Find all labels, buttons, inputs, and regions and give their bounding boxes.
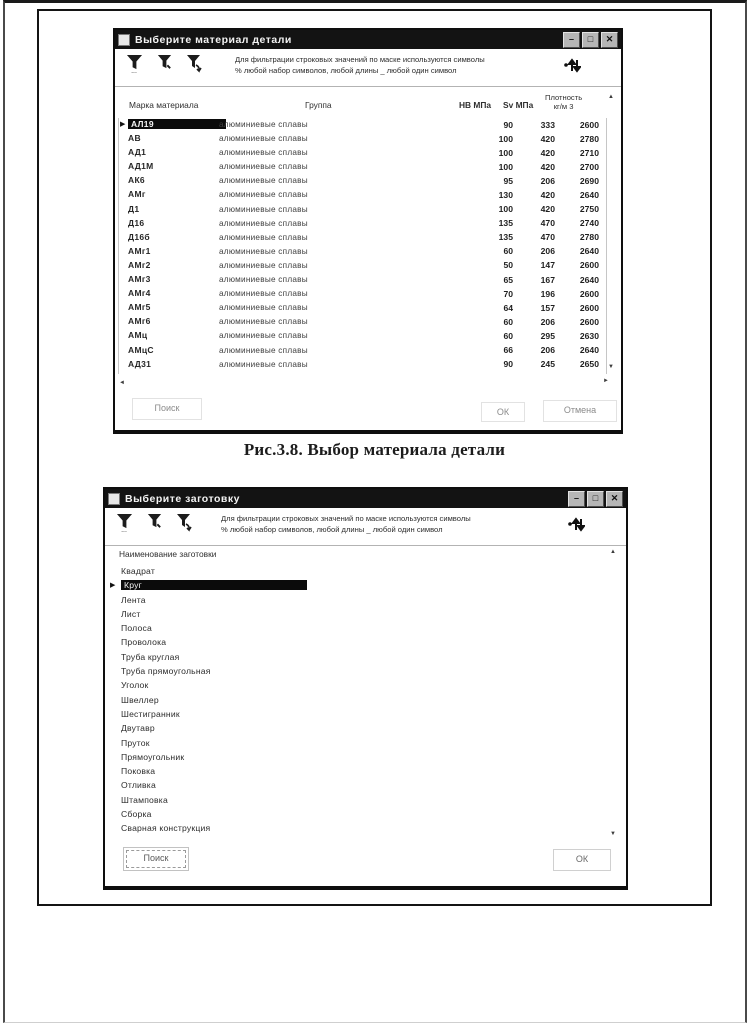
table-row[interactable] <box>119 315 606 329</box>
cell-material-group: алюминиевые сплавы <box>219 218 308 228</box>
cell-material-group: алюминиевые сплавы <box>219 204 308 214</box>
blank-name: Полоса <box>121 623 152 634</box>
filter-icon[interactable] <box>123 54 145 80</box>
cell-hb: 95 <box>503 175 513 186</box>
cell-hb: 135 <box>498 232 513 243</box>
cell-hb: 100 <box>498 147 513 158</box>
filter-options-dots: ... <box>121 527 127 534</box>
table-row[interactable] <box>119 160 606 174</box>
scroll-left-icon[interactable]: ◄ <box>119 380 125 386</box>
cell-material-group: алюминиевые сплавы <box>219 331 308 341</box>
list-item[interactable] <box>108 765 612 779</box>
list-item[interactable] <box>108 722 612 736</box>
filter-hint <box>221 513 471 536</box>
column-header-group[interactable]: Группа <box>305 100 332 110</box>
table-row[interactable] <box>119 344 606 358</box>
list-item[interactable] <box>108 794 612 808</box>
column-header-hb[interactable]: HB МПа <box>459 100 492 110</box>
cell-material-mark: АМг <box>128 189 146 200</box>
blank-name: Квадрат <box>121 566 155 576</box>
list-item[interactable] <box>108 822 612 836</box>
cell-sv: 420 <box>540 133 555 144</box>
cell-material-mark: Д16 <box>128 217 145 228</box>
column-header-blank-name[interactable]: Наименование заготовки <box>119 549 217 559</box>
blank-name: Лист <box>121 608 141 619</box>
cell-hb: 100 <box>498 161 513 172</box>
filter-hint-line1: Для фильтрации строковых значений по маске используются символы <box>235 55 485 64</box>
blank-name: Сварная конструкция <box>121 823 211 834</box>
cell-material-mark: АМг3 <box>128 274 151 285</box>
table-row[interactable] <box>119 203 606 217</box>
cell-hb: 60 <box>503 330 513 341</box>
list-item[interactable] <box>108 622 612 636</box>
cell-sv: 245 <box>540 359 555 370</box>
cell-sv: 206 <box>540 345 555 355</box>
cell-density: 2600 <box>579 119 599 130</box>
search-button[interactable]: Поиск <box>123 847 189 871</box>
cell-material-group: алюминиевые сплавы <box>219 176 308 186</box>
cell-material-group: алюминиевые сплавы <box>219 275 308 285</box>
filter-hint-line2: % любой набор символов, любой длины _ любой один символ <box>235 66 457 76</box>
cell-material-group: алюминиевые сплавы <box>219 303 308 313</box>
filter-hint-line1: Для фильтрации строковых значений по маске используются символы <box>221 514 471 523</box>
cell-material-group: алюминиевые сплавы <box>219 232 308 242</box>
cell-density: 2750 <box>579 204 599 215</box>
cell-material-group: алюминиевые сплавы <box>219 289 308 299</box>
row-marker-icon: ▶ <box>110 582 116 590</box>
cell-density: 2600 <box>579 302 599 313</box>
cell-material-mark: АМг2 <box>128 259 151 270</box>
cell-material-mark: АМг6 <box>128 316 151 327</box>
cancel-button[interactable]: Отмена <box>543 400 617 422</box>
filter-apply-icon[interactable] <box>143 513 165 539</box>
cell-hb: 90 <box>503 119 513 130</box>
cell-material-mark: АМг1 <box>128 245 151 256</box>
filter-clear-icon[interactable] <box>183 54 205 80</box>
cell-density: 2650 <box>579 359 599 370</box>
column-header-sv[interactable]: Sv МПа <box>503 100 534 110</box>
table-row[interactable] <box>119 287 606 301</box>
scroll-up-icon[interactable]: ▲ <box>608 94 614 100</box>
blank-name: Труба прямоугольная <box>121 666 211 677</box>
cell-material-mark: Д16б <box>128 231 150 242</box>
cell-hb: 66 <box>503 345 513 355</box>
list-item[interactable] <box>108 608 612 622</box>
cell-hb: 64 <box>503 302 513 313</box>
cell-material-group: алюминиевые сплавы <box>219 162 308 172</box>
filter-toolbar <box>115 49 621 87</box>
filter-clear-icon[interactable] <box>173 513 195 539</box>
list-item[interactable] <box>108 636 612 650</box>
cell-sv: 206 <box>540 175 555 186</box>
cell-material-mark: АД31 <box>128 358 152 369</box>
title-bar <box>105 489 626 508</box>
cell-sv: 157 <box>540 302 555 313</box>
cell-sv: 206 <box>540 316 555 327</box>
cell-density: 2640 <box>579 345 599 355</box>
cell-material-mark: АМцС <box>128 344 154 355</box>
cell-material-mark: Д1 <box>128 203 140 214</box>
list-item[interactable] <box>108 694 612 708</box>
table-row[interactable] <box>119 188 606 202</box>
cell-density: 2690 <box>579 175 599 186</box>
blank-name: Прямоугольник <box>121 751 185 762</box>
window-icon <box>118 34 130 46</box>
cell-sv: 295 <box>540 330 555 341</box>
cell-material-mark: АМг4 <box>128 288 151 299</box>
blank-name: Отливка <box>121 780 156 791</box>
table-row[interactable] <box>119 273 606 287</box>
minimize-button[interactable]: – <box>568 491 585 507</box>
filter-icon[interactable] <box>113 513 135 539</box>
list-item[interactable] <box>108 679 612 693</box>
cell-density: 2710 <box>579 147 599 158</box>
list-item[interactable] <box>108 594 612 608</box>
blank-name: Поковка <box>121 766 156 777</box>
cell-hb: 130 <box>498 189 513 200</box>
list-item[interactable] <box>108 779 612 793</box>
cell-density: 2740 <box>579 218 599 229</box>
maximize-button[interactable]: □ <box>582 32 599 48</box>
cell-density: 2600 <box>579 260 599 271</box>
cell-material-mark: АД1 <box>128 147 147 158</box>
cell-hb: 50 <box>503 260 513 271</box>
title-bar <box>115 30 621 49</box>
cell-material-mark: АВ <box>128 133 141 144</box>
blank-name: Проволока <box>121 637 167 648</box>
cell-density: 2640 <box>579 246 599 257</box>
column-header-density[interactable]: Плотность кг/м 3 <box>545 93 583 111</box>
blank-name: Лента <box>121 594 146 605</box>
blank-name: Швеллер <box>121 694 159 705</box>
table-row[interactable] <box>119 231 606 245</box>
cell-hb: 100 <box>498 133 513 144</box>
cell-sv: 333 <box>540 119 555 130</box>
cell-sv: 167 <box>540 274 555 285</box>
cell-sv: 196 <box>540 288 555 299</box>
list-item[interactable] <box>108 708 612 722</box>
blank-name: Штамповка <box>121 794 168 805</box>
cell-density: 2630 <box>579 330 599 341</box>
cell-material-group: алюминиевые сплавы <box>219 246 308 256</box>
blank-name: Сборка <box>121 809 152 820</box>
cell-sv: 420 <box>540 161 555 172</box>
cell-density: 2600 <box>579 316 599 327</box>
cell-density: 2640 <box>579 189 599 200</box>
cell-sv: 470 <box>540 232 555 243</box>
cell-hb: 65 <box>503 274 513 285</box>
cell-hb: 60 <box>503 316 513 327</box>
filter-options-dots: ... <box>131 68 137 75</box>
ok-button[interactable]: ОК <box>481 402 525 422</box>
cell-sv: 206 <box>540 246 555 257</box>
blank-name: Уголок <box>121 680 149 691</box>
table-row[interactable] <box>119 132 606 146</box>
ok-button[interactable]: ОК <box>553 849 611 871</box>
filter-hint <box>235 54 485 77</box>
cell-sv: 470 <box>540 218 555 229</box>
dialog-title: Выберите заготовку <box>125 492 240 505</box>
list-item[interactable] <box>108 751 612 765</box>
cell-material-group: алюминиевые сплавы <box>219 190 308 200</box>
column-header-mark[interactable]: Марка материала <box>129 100 199 110</box>
cell-hb: 60 <box>503 246 513 257</box>
cell-material-group: алюминиевые сплавы <box>219 120 308 129</box>
blank-name: Труба круглая <box>121 651 180 662</box>
table-row[interactable] <box>119 358 606 372</box>
cell-density: 2640 <box>579 274 599 285</box>
list-item[interactable] <box>108 565 612 579</box>
cell-material-mark: АМг5 <box>128 302 151 313</box>
blank-dialog <box>103 487 628 890</box>
close-button[interactable]: ✕ <box>601 32 618 48</box>
table-row[interactable] <box>119 217 606 231</box>
cell-sv: 420 <box>540 189 555 200</box>
cell-material-group: алюминиевые сплавы <box>219 345 308 355</box>
cell-material-group: алюминиевые сплавы <box>219 317 308 327</box>
row-marker-icon: ▶ <box>120 121 126 128</box>
scroll-right-icon[interactable]: ► <box>603 378 609 384</box>
cell-material-mark: АД1М <box>128 161 154 172</box>
window-icon <box>108 493 120 505</box>
list-item[interactable] <box>108 808 612 822</box>
table-row[interactable] <box>119 245 606 259</box>
filter-apply-icon[interactable] <box>153 54 175 80</box>
cell-material-group: алюминиевые сплавы <box>219 148 308 158</box>
cell-hb: 135 <box>498 218 513 229</box>
table-row[interactable] <box>119 301 606 315</box>
blank-name: Шестигранник <box>121 708 180 719</box>
cell-density: 2600 <box>579 288 599 299</box>
list-item[interactable] <box>108 665 612 679</box>
material-rows <box>118 118 607 374</box>
maximize-button[interactable]: □ <box>587 491 604 507</box>
scroll-down-icon[interactable]: ▼ <box>608 364 614 370</box>
blank-name: Двутавр <box>121 723 155 734</box>
search-button[interactable]: Поиск <box>132 398 202 420</box>
cell-sv: 420 <box>540 204 555 215</box>
cell-material-mark: АЛ19 <box>128 119 226 129</box>
cell-density: 2700 <box>579 161 599 172</box>
list-item[interactable] <box>108 579 612 593</box>
blank-name: Круг <box>121 580 307 590</box>
dialog-title: Выберите материал детали <box>135 33 292 46</box>
cell-density: 2780 <box>579 232 599 243</box>
scroll-down-icon[interactable]: ▼ <box>610 831 616 837</box>
cell-material-group: алюминиевые сплавы <box>219 260 308 270</box>
table-row[interactable] <box>119 174 606 188</box>
cell-material-mark: АМц <box>128 330 148 341</box>
figure-caption: Рис.3.8. Выбор материала детали <box>243 440 506 459</box>
cell-density: 2780 <box>579 133 599 144</box>
close-button[interactable]: ✕ <box>606 491 623 507</box>
cell-material-group: алюминиевые сплавы <box>219 134 308 144</box>
cell-hb: 70 <box>503 288 513 299</box>
table-row[interactable] <box>119 329 606 343</box>
filter-hint-line2: % любой набор символов, любой длины _ любой один символ <box>221 525 443 535</box>
cell-sv: 147 <box>540 260 555 271</box>
cell-hb: 100 <box>498 204 513 215</box>
minimize-button[interactable]: – <box>563 32 580 48</box>
table-row[interactable] <box>119 146 606 160</box>
table-row[interactable] <box>119 259 606 273</box>
cell-material-mark: АК6 <box>128 175 145 186</box>
sort-order-icon[interactable] <box>567 514 585 539</box>
cell-material-group: алюминиевые сплавы <box>219 359 308 369</box>
sort-order-icon[interactable] <box>563 55 581 80</box>
filter-toolbar <box>105 508 626 546</box>
material-dialog <box>113 28 623 434</box>
cell-hb: 90 <box>503 359 513 370</box>
list-item[interactable] <box>108 651 612 665</box>
table-row[interactable] <box>119 118 606 132</box>
scroll-up-icon[interactable]: ▲ <box>610 549 616 555</box>
blank-list <box>108 565 612 838</box>
cell-sv: 420 <box>540 147 555 158</box>
blank-name: Пруток <box>121 737 150 748</box>
list-item[interactable] <box>108 737 612 751</box>
